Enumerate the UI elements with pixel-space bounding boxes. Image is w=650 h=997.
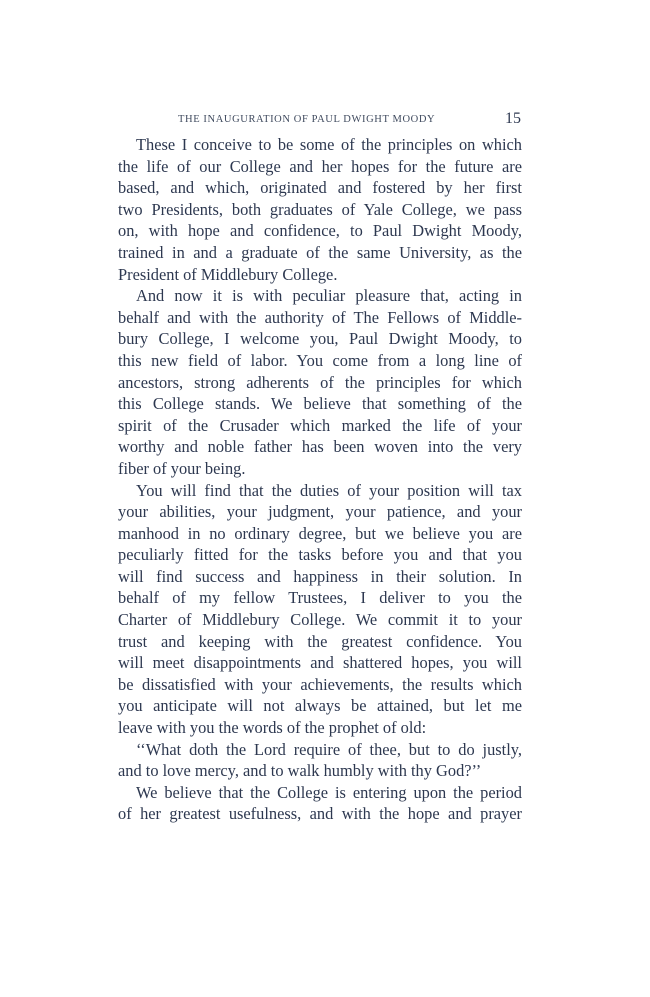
text-line: on, with hope and confidence, to Paul Dwight Moody,: [118, 221, 522, 241]
text-line: Charter of Middlebury College. We commit it to your: [118, 610, 522, 630]
page-number: 15: [505, 110, 521, 127]
text-line: leave with you the words of the prophet of old:: [118, 718, 427, 738]
text-line: and to love mercy, and to walk humbly with thy God?’’: [118, 761, 482, 781]
text-line: the life of our College and her hopes for the future are: [118, 156, 522, 176]
text-line: President of Middlebury College.: [118, 264, 338, 284]
text-line: will meet disappointments and shattered hopes, you will: [118, 653, 522, 673]
running-header: THE INAUGURATION OF PAUL DWIGHT MOODY: [178, 114, 436, 125]
text-line: spirit of the Crusader which marked the life of your: [118, 415, 522, 435]
text-line: We believe that the College is entering upon the period: [136, 782, 522, 802]
text-line: worthy and noble father has been woven into the very: [118, 437, 522, 457]
text-line: two Presidents, both graduates of Yale College, we pass: [118, 199, 522, 219]
text-line: trained in and a graduate of the same University, as the: [118, 242, 522, 262]
text-line: will find success and happiness in their solution. In: [118, 566, 522, 586]
paragraph: [118, 285, 522, 479]
body-text: [118, 134, 522, 825]
text-line: You will find that the duties of your position will tax: [136, 480, 522, 500]
paragraph: [118, 782, 522, 825]
text-line: trust and keeping with the greatest confidence. You: [118, 631, 522, 651]
text-line: behalf of my fellow Trustees, I deliver to you the: [118, 588, 522, 608]
text-line: based, and which, originated and fostered by her first: [118, 178, 522, 198]
text-line: peculiarly fitted for the tasks before you and that you: [118, 545, 522, 565]
paragraph: [118, 480, 522, 739]
text-line: ‘‘What doth the Lord require of thee, but to do justly,: [136, 739, 522, 759]
text-line: you anticipate will not always be attained, but let me: [118, 696, 522, 716]
text-line: bury College, I welcome you, Paul Dwight Moody, to: [118, 329, 522, 349]
text-line: ancestors, strong adherents of the principles for which: [118, 372, 522, 392]
text-line: your abilities, your judgment, your patience, and your: [118, 502, 522, 522]
text-line: manhood in no ordinary degree, but we believe you are: [118, 523, 522, 543]
text-line: this College stands. We believe that something of the: [118, 394, 522, 414]
paragraph: [118, 134, 522, 285]
paragraph: [118, 739, 522, 782]
text-line: of her greatest usefulness, and with the hope and prayer: [118, 804, 522, 824]
text-line: And now it is with peculiar pleasure that, acting in: [136, 286, 522, 306]
text-line: this new field of labor. You come from a long line of: [118, 350, 522, 370]
text-line: These I conceive to be some of the principles on which: [136, 135, 522, 154]
text-line: fiber of your being.: [118, 458, 246, 478]
text-line: be dissatisfied with your achievements, the results which: [118, 674, 522, 694]
text-line: behalf and with the authority of The Fellows of Middle-: [118, 307, 522, 327]
